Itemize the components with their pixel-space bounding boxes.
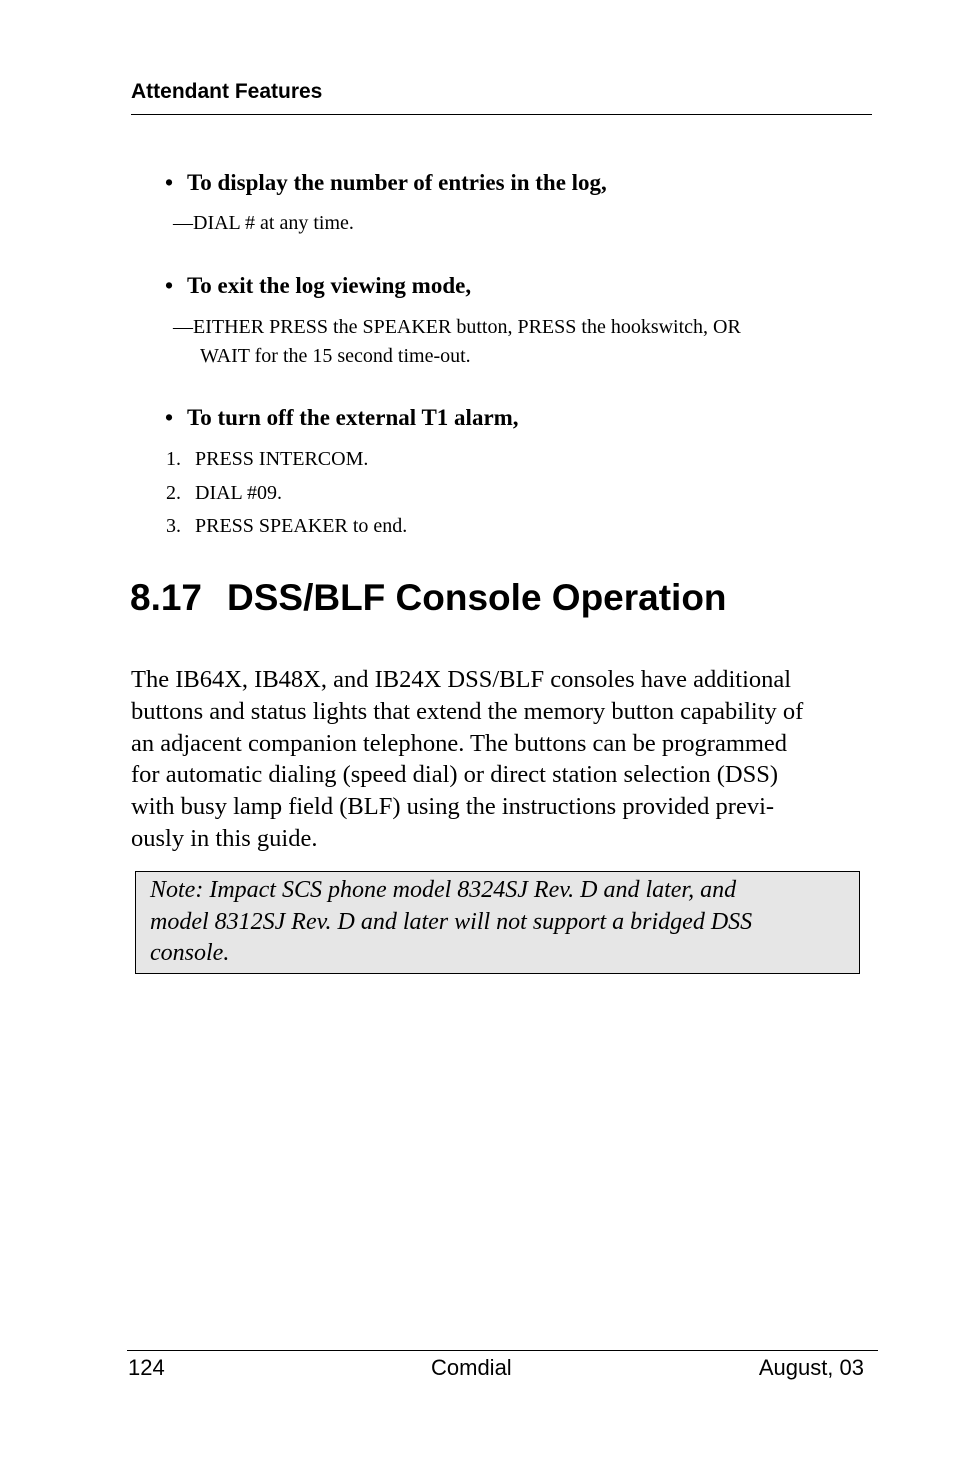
footer-rule — [127, 1350, 878, 1351]
bullet-symbol: • — [165, 273, 174, 298]
bullet-heading-text: To display the number of entries in the log, — [187, 170, 607, 195]
paragraph-line: for automatic dialing (speed dial) or direct station selection (DSS) — [131, 761, 779, 789]
section-paragraph — [131, 664, 871, 855]
bullet-heading-text: To exit the log viewing mode, — [187, 273, 472, 298]
section-title: DSS/BLF Console Operation — [227, 577, 727, 618]
step-text: DIAL #09. — [195, 482, 283, 504]
paragraph-line: with busy lamp field (BLF) using the instructions provided previ- — [131, 793, 775, 821]
bullet-symbol: • — [165, 405, 174, 430]
instruction-exit-log — [173, 313, 741, 371]
section-heading — [130, 577, 727, 619]
section-number: 8.17 — [130, 577, 203, 618]
footer-company: Comdial — [431, 1355, 512, 1380]
note-line: console. — [150, 940, 230, 966]
paragraph-line: The IB64X, IB48X, and IB24X DSS/BLF consoles have additional — [131, 666, 792, 693]
bullet-symbol: • — [165, 170, 174, 195]
bullet-heading-exit-log — [165, 273, 471, 299]
step-number: 3. — [166, 515, 181, 537]
step-2 — [166, 482, 282, 505]
instruction-line-continued: WAIT for the 15 second time-out. — [200, 345, 471, 367]
header-rule — [131, 114, 872, 115]
step-text: PRESS SPEAKER to end. — [195, 515, 408, 537]
step-number: 2. — [166, 482, 181, 504]
footer-date: August, 03 — [758, 1355, 864, 1380]
paragraph-line: ously in this guide. — [131, 824, 318, 852]
paragraph-line: buttons and status lights that extend the memory button capability of — [131, 697, 804, 725]
running-header: Attendant Features — [131, 80, 323, 103]
instruction-line: —EITHER PRESS the SPEAKER button, PRESS the hookswitch, OR — [173, 316, 741, 338]
bullet-heading-text: To turn off the external T1 alarm, — [187, 405, 519, 430]
note-line: model 8312SJ Rev. D and later will not support a bridged DSS — [150, 908, 753, 935]
note-line: Note: Impact SCS phone model 8324SJ Rev. D and later, and — [150, 877, 737, 903]
instruction-dial-hash: —DIAL # at any time. — [173, 212, 354, 234]
step-text: PRESS INTERCOM. — [195, 448, 369, 470]
step-3 — [166, 515, 407, 538]
page-number: 124 — [128, 1355, 165, 1380]
note-text — [150, 875, 752, 970]
step-1 — [166, 448, 368, 471]
step-number: 1. — [166, 448, 181, 470]
note-box — [135, 871, 860, 974]
bullet-heading-t1-alarm — [165, 405, 519, 431]
bullet-heading-display-entries — [165, 170, 607, 196]
paragraph-line: an adjacent companion telephone. The buttons can be programmed — [131, 729, 788, 757]
